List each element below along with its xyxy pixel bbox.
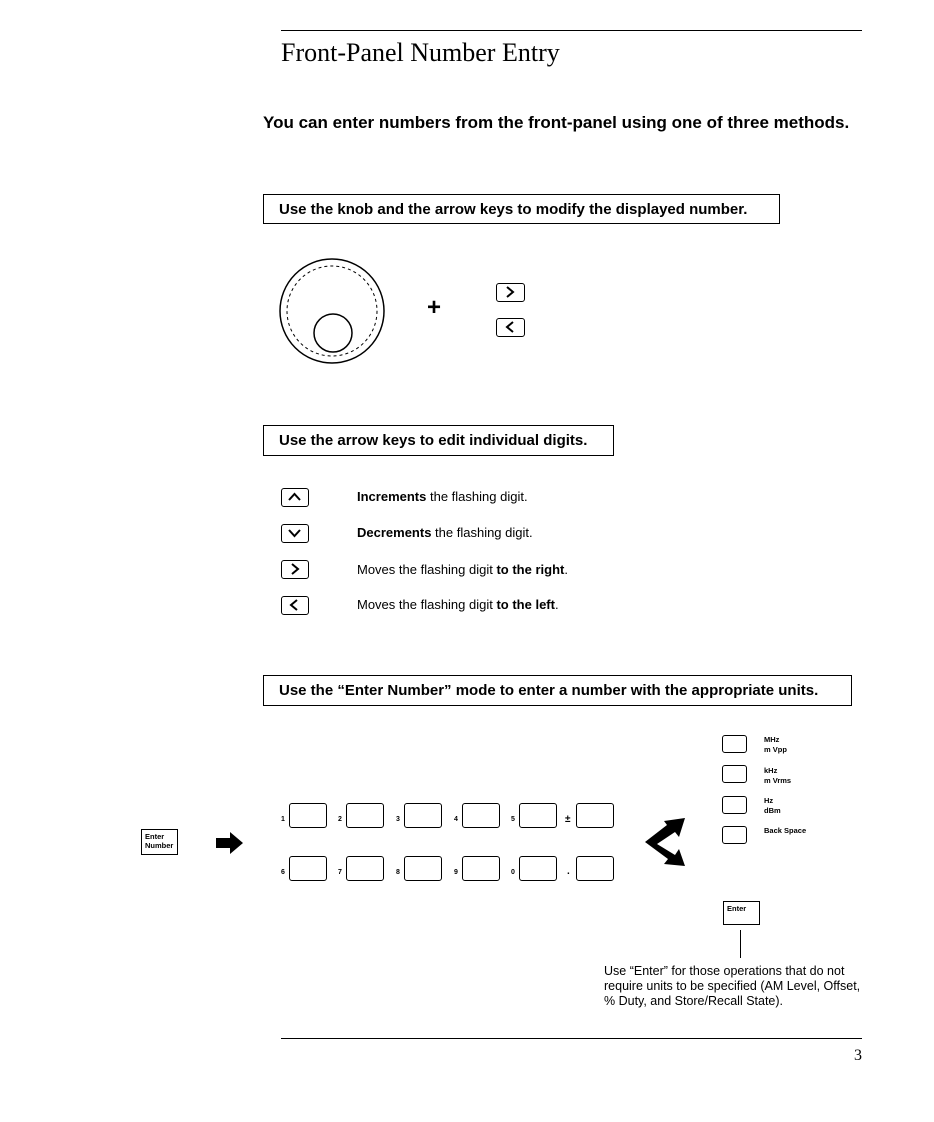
key-5[interactable]: [519, 803, 557, 828]
unit-label-khz: kHz m Vrms: [764, 766, 792, 785]
unit-label-mhz: MHz m Vpp: [764, 735, 787, 754]
arrow-right-icon: [215, 830, 245, 856]
key-3[interactable]: [404, 803, 442, 828]
chevron-right-icon: [497, 284, 523, 300]
up-arrow-key[interactable]: [281, 488, 309, 507]
method3-heading: Use the “Enter Number” mode to enter a number with the appropriate units.: [263, 675, 852, 706]
page-title: Front-Panel Number Entry: [281, 38, 560, 67]
unit-key-mhz[interactable]: [722, 735, 747, 753]
key-label-2: 2: [338, 816, 342, 823]
desc-decrement: Decrements the flashing digit.: [357, 525, 533, 540]
key-4[interactable]: [462, 803, 500, 828]
key-6[interactable]: [289, 856, 327, 881]
chevron-up-icon: [282, 489, 307, 505]
digit-right-arrow-key[interactable]: [281, 560, 309, 579]
enter-note: Use “Enter” for those operations that do not require units to be specified (AM Level, Offset, % Duty, and Store/Recall State).: [604, 964, 861, 1008]
method2-heading: Use the arrow keys to edit individual digits.: [263, 425, 614, 456]
key-label-5: 5: [511, 816, 515, 823]
key-label-1: 1: [281, 816, 285, 823]
key-label-9: 9: [454, 869, 458, 876]
unit-key-hz[interactable]: [722, 796, 747, 814]
key-label-plusminus: ±: [565, 814, 571, 825]
desc-move-right: Moves the flashing digit to the right.: [357, 562, 568, 577]
unit-label-hz: Hz dBm: [764, 796, 781, 815]
chevron-left-icon: [282, 597, 307, 613]
backspace-key[interactable]: [722, 826, 747, 844]
page-number: 3: [854, 1047, 862, 1064]
desc-move-left: Moves the flashing digit to the left.: [357, 597, 559, 612]
key-9[interactable]: [462, 856, 500, 881]
desc-increment: Increments the flashing digit.: [357, 489, 528, 504]
down-arrow-key[interactable]: [281, 524, 309, 543]
enter-key[interactable]: Enter: [723, 901, 760, 925]
top-rule: [281, 30, 862, 31]
key-0[interactable]: [519, 856, 557, 881]
key-label-decimal: .: [567, 866, 570, 877]
enter-number-key[interactable]: Enter Number: [141, 829, 178, 855]
bottom-rule: [281, 1038, 862, 1039]
key-label-3: 3: [396, 816, 400, 823]
key-8[interactable]: [404, 856, 442, 881]
key-label-4: 4: [454, 816, 458, 823]
method1-heading: Use the knob and the arrow keys to modify the displayed number.: [263, 194, 780, 224]
branch-arrow-icon: [643, 817, 687, 867]
digit-left-arrow-key[interactable]: [281, 596, 309, 615]
key-plusminus[interactable]: [576, 803, 614, 828]
key-label-8: 8: [396, 869, 400, 876]
key-label-0: 0: [511, 869, 515, 876]
knob-icon[interactable]: [278, 256, 388, 368]
right-arrow-key[interactable]: [496, 283, 525, 302]
key-1[interactable]: [289, 803, 327, 828]
key-7[interactable]: [346, 856, 384, 881]
key-label-6: 6: [281, 869, 285, 876]
chevron-left-icon: [497, 319, 523, 335]
left-arrow-key[interactable]: [496, 318, 525, 337]
key-2[interactable]: [346, 803, 384, 828]
chevron-right-icon: [282, 561, 307, 577]
chevron-down-icon: [282, 525, 307, 541]
unit-label-backspace: Back Space: [764, 826, 807, 835]
plus-sign: +: [427, 294, 442, 321]
key-decimal[interactable]: [576, 856, 614, 881]
unit-key-khz[interactable]: [722, 765, 747, 783]
intro-text: You can enter numbers from the front-panel using one of three methods.: [263, 113, 850, 132]
callout-line: [740, 930, 741, 958]
key-label-7: 7: [338, 869, 342, 876]
